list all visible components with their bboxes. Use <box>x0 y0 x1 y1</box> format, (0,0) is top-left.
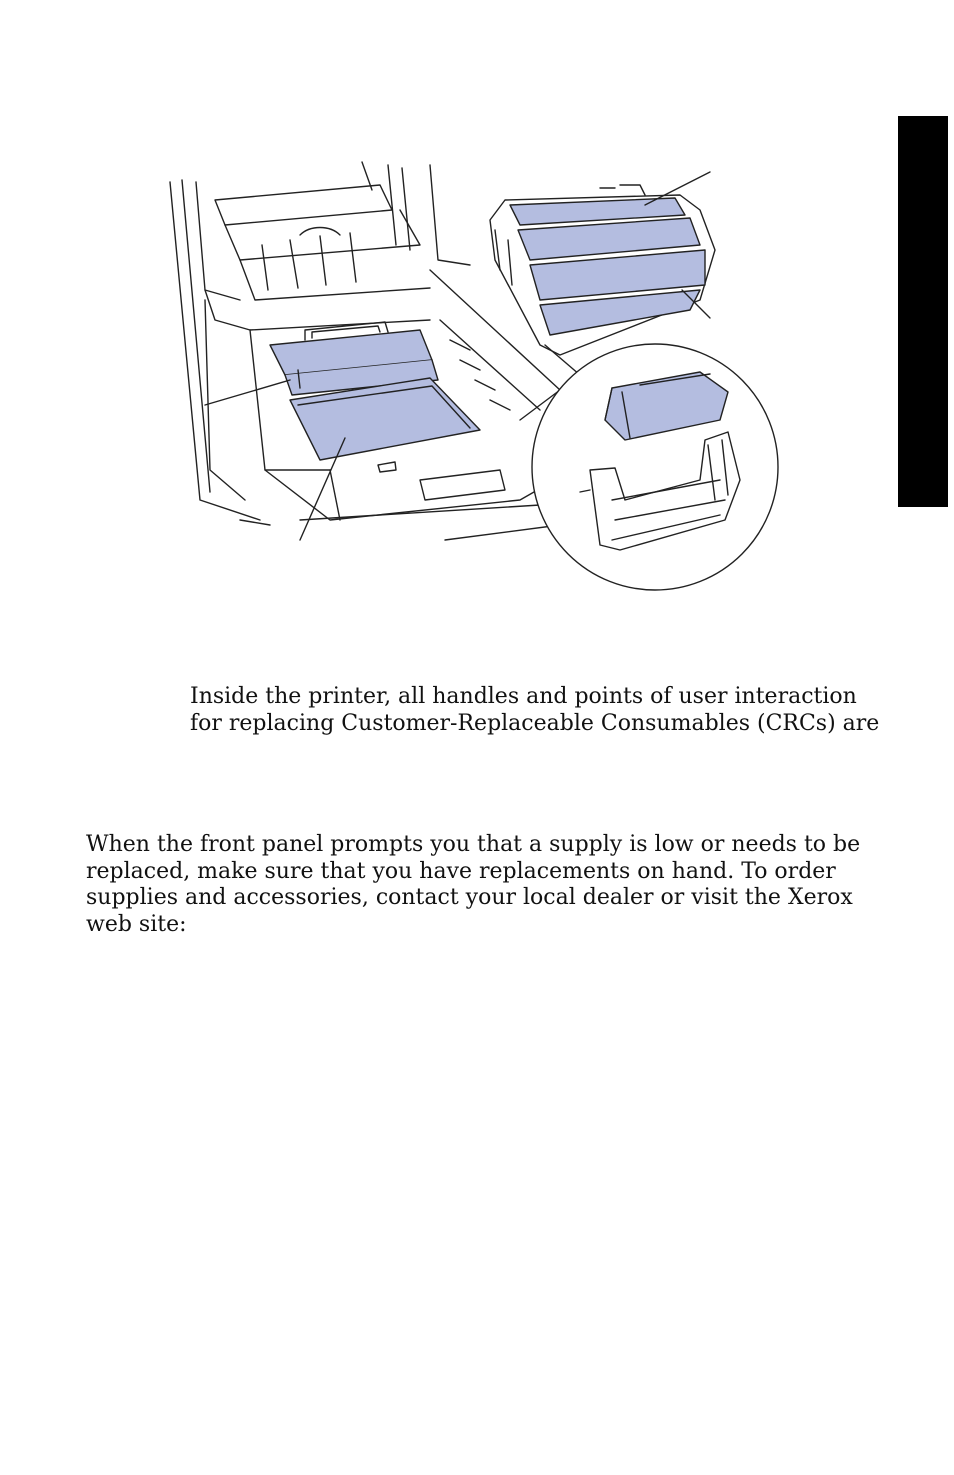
body-line-4: web site: <box>86 911 187 937</box>
body-line-2: replaced, make sure that you have replacements on hand. To order <box>86 858 836 884</box>
note-line-1: Inside the printer, all handles and points of user interaction <box>190 684 857 709</box>
body-line-1: When the front panel prompts you that a supply is low or needs to be <box>86 832 861 857</box>
note-text <box>190 684 879 737</box>
imaging-unit-icon <box>490 172 715 375</box>
printer-consumables-illustration <box>160 150 800 600</box>
chapter-edge-tab <box>898 116 948 507</box>
body-line-3: supplies and accessories, contact your local dealer or visit the Xerox <box>86 885 853 910</box>
body-paragraph <box>86 832 860 938</box>
note-line-2: for replacing Customer-Replaceable Consumables (CRCs) are <box>190 710 880 736</box>
